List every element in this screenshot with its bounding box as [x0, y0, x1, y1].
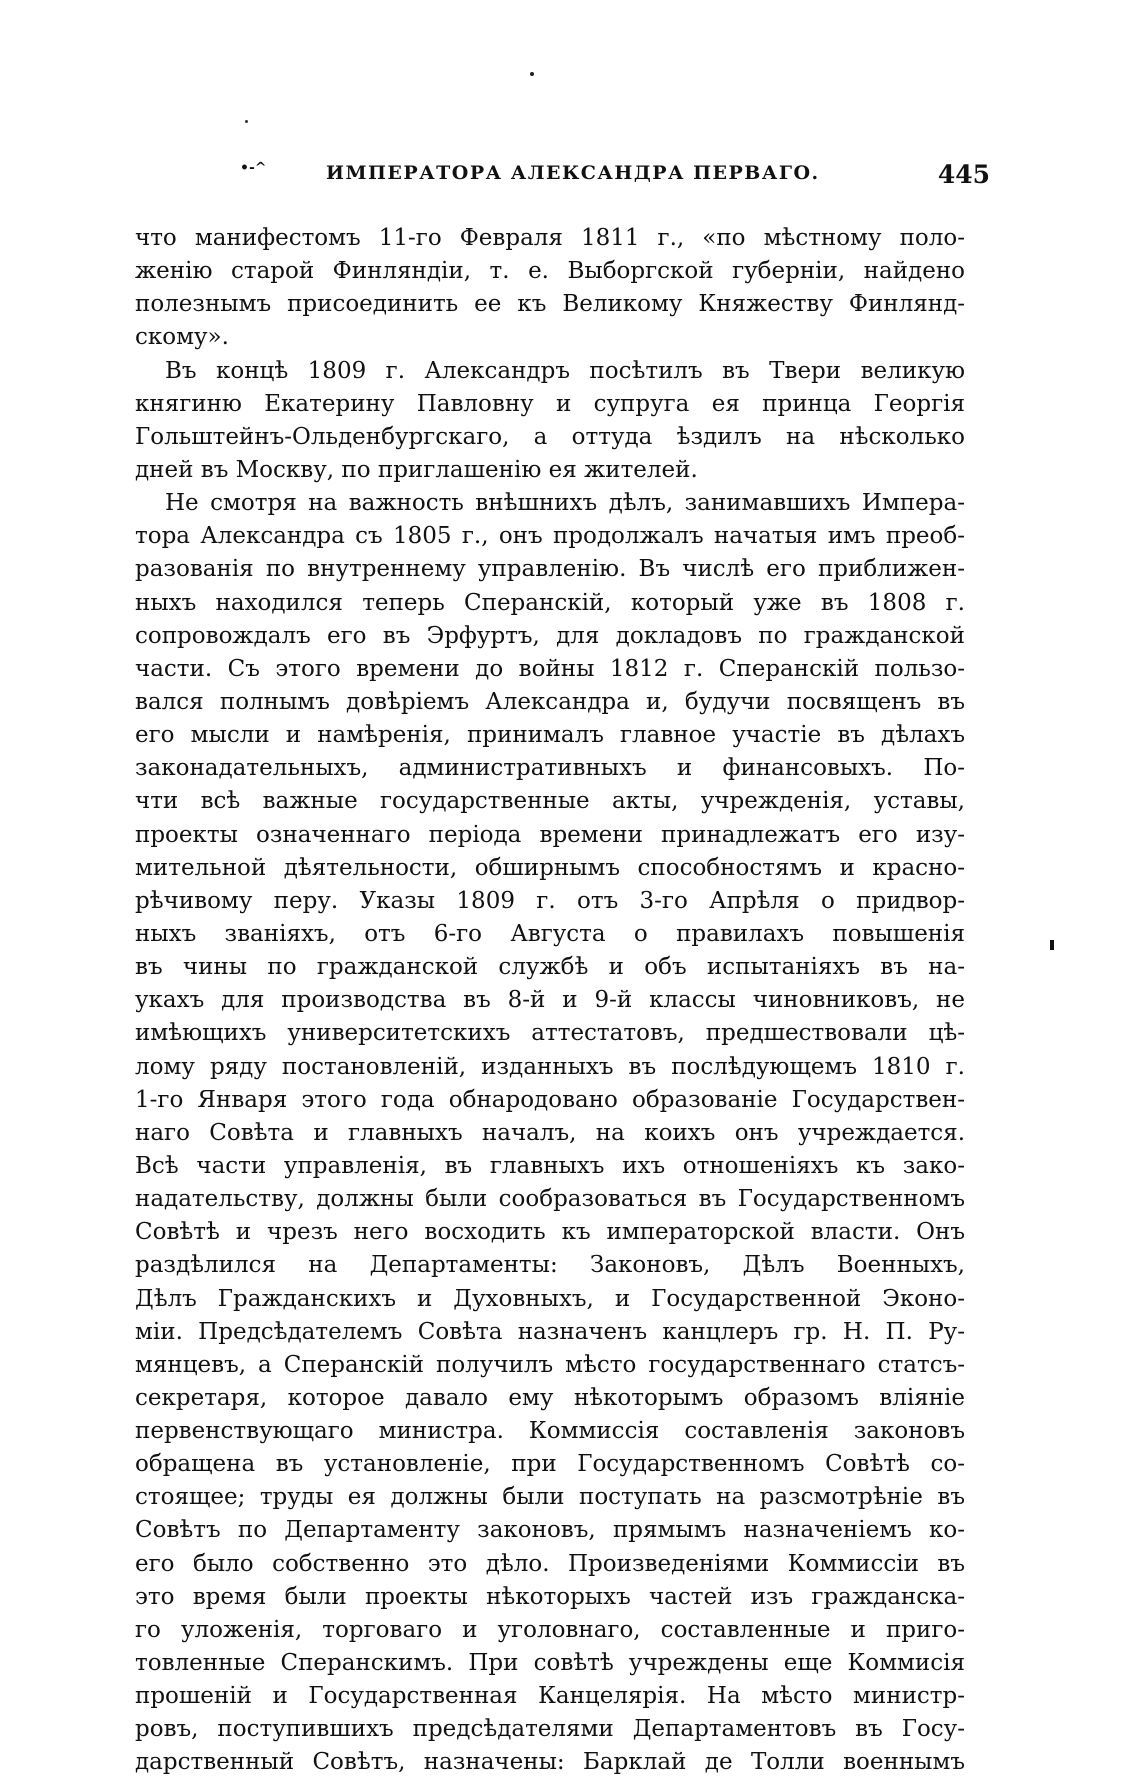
text-line: Не смотря на важность внѣшнихъ дѣлъ, занимавшихъ Импера-: [165, 490, 965, 517]
text-line: женію старой Финляндіи, т. е. Выборгской губерніи, найдено: [135, 258, 965, 285]
text-line: дней въ Москву, по приглашенію ея жителей.: [135, 456, 698, 483]
text-line: укахъ для производства въ 8-й и 9-й классы чиновниковъ, не: [135, 987, 965, 1014]
text-line: мянцевъ, а Сперанскій получилъ мѣсто государственнаго статсъ-: [135, 1351, 965, 1378]
page-header: [240, 160, 990, 192]
header-ornament: •-^: [240, 160, 267, 176]
text-line: его было собственно это дѣло. Произведеніями Коммиссіи въ: [135, 1550, 965, 1577]
text-line: имѣющихъ университетскихъ аттестатовъ, предшествовали цѣ-: [135, 1020, 965, 1047]
text-line: наго Совѣта и главныхъ началъ, на коихъ онъ учреждается.: [135, 1119, 965, 1146]
text-line: рѣчивому перу. Указы 1809 г. отъ 3-го Апрѣля о придвор-: [135, 887, 965, 914]
text-line: прошеній и Государственная Канцелярія. На мѣсто министр-: [135, 1683, 965, 1710]
text-line: міи. Предсѣдателемъ Совѣта назначенъ канцлеръ гр. Н. П. Ру-: [135, 1318, 965, 1345]
print-speck: [530, 72, 534, 76]
text-line: 1-го Января этого года обнародовано образованіе Государствен-: [135, 1086, 965, 1113]
text-line: скому».: [135, 324, 229, 351]
text-line: мительной дѣятельности, обширнымъ способностямъ и красно-: [135, 854, 965, 881]
text-line: дарственный Совѣтъ, назначены: Барклай де Толли военнымъ: [135, 1749, 965, 1776]
text-line: полезнымъ присоединить ее къ Великому Княжеству Финлянд-: [135, 291, 965, 318]
print-speck: [245, 120, 248, 123]
text-line: его мысли и намѣренія, принималъ главное участіе въ дѣлахъ: [135, 722, 965, 749]
text-line: стоящее; труды ея должны были поступать на разсмотрѣніе въ: [135, 1484, 965, 1511]
text-line: ровъ, поступившихъ предсѣдателями Департаментовъ въ Госу-: [135, 1716, 965, 1743]
text-line: Всѣ части управленія, въ главныхъ ихъ отношеніяхъ къ зако-: [135, 1152, 965, 1179]
text-line: Совѣтъ по Департаменту законовъ, прямымъ назначеніемъ ко-: [135, 1517, 965, 1544]
text-line: го уложенія, торговаго и уголовнаго, составленные и приго-: [135, 1616, 965, 1643]
text-line: проекты означеннаго періода времени принадлежатъ его изу-: [135, 821, 965, 848]
text-line: чти всѣ важные государственные акты, учрежденія, уставы,: [135, 788, 965, 815]
text-line: секретаря, которое давало ему нѣкоторымъ образомъ вліяніе: [135, 1384, 965, 1411]
margin-mark: [1050, 940, 1054, 950]
text-line: обращена въ установленіе, при Государственномъ Совѣтѣ со-: [135, 1451, 965, 1478]
text-line: Совѣтѣ и чрезъ него восходить къ императорской власти. Онъ: [135, 1219, 965, 1246]
text-line: лому ряду постановленій, изданныхъ въ послѣдующемъ 1810 г.: [135, 1053, 965, 1080]
text-line: это время были проекты нѣкоторыхъ частей изъ гражданска-: [135, 1583, 965, 1610]
text-line: части. Съ этого времени до войны 1812 г. Сперанскій пользо-: [135, 655, 965, 682]
text-line: товленные Сперанскимъ. При совѣтѣ учреждены еще Коммисія: [135, 1650, 965, 1677]
text-line: первенствующаго министра. Коммиссія составленія законовъ: [135, 1418, 965, 1445]
text-line: Гольштейнъ-Ольденбургскаго, а оттуда ѣздилъ на нѣсколько: [135, 423, 965, 450]
text-line: вался полнымъ довѣріемъ Александра и, будучи посвященъ въ: [135, 688, 965, 715]
text-line: законадательныхъ, административныхъ и финансовыхъ. По-: [135, 755, 965, 782]
running-title: ИМПЕРАТОРА АЛЕКСАНДРА ПЕРВАГО.: [326, 162, 820, 184]
text-line: что манифестомъ 11-го Февраля 1811 г., «по мѣстному поло-: [135, 225, 965, 251]
text-line: раздѣлился на Департаменты: Законовъ, Дѣлъ Военныхъ,: [135, 1252, 965, 1279]
text-line: ныхъ званіяхъ, отъ 6-го Августа о правилахъ повышенія: [135, 920, 965, 947]
text-line: въ чины по гражданской службѣ и объ испытаніяхъ въ на-: [135, 954, 965, 981]
text-line: разованія по внутреннему управленію. Въ числѣ его приближен-: [135, 556, 965, 583]
page-number: 445: [937, 160, 990, 189]
text-line: сопровождалъ его въ Эрфуртъ, для докладовъ по гражданской: [135, 622, 965, 649]
text-line: Въ концѣ 1809 г. Александръ посѣтилъ въ Твери великую: [165, 357, 965, 384]
text-line: княгиню Екатерину Павловну и супруга ея принца Георгія: [135, 390, 965, 417]
text-line: тора Александра съ 1805 г., онъ продолжалъ начатыя имъ преоб-: [135, 523, 965, 550]
text-line: надательству, должны были сообразоваться въ Государственномъ: [135, 1186, 965, 1213]
text-line: ныхъ находился теперь Сперанскій, который уже въ 1808 г.: [135, 589, 965, 616]
body-text: [135, 222, 965, 1780]
text-line: Дѣлъ Гражданскихъ и Духовныхъ, и Государственной Эконо-: [135, 1285, 965, 1312]
